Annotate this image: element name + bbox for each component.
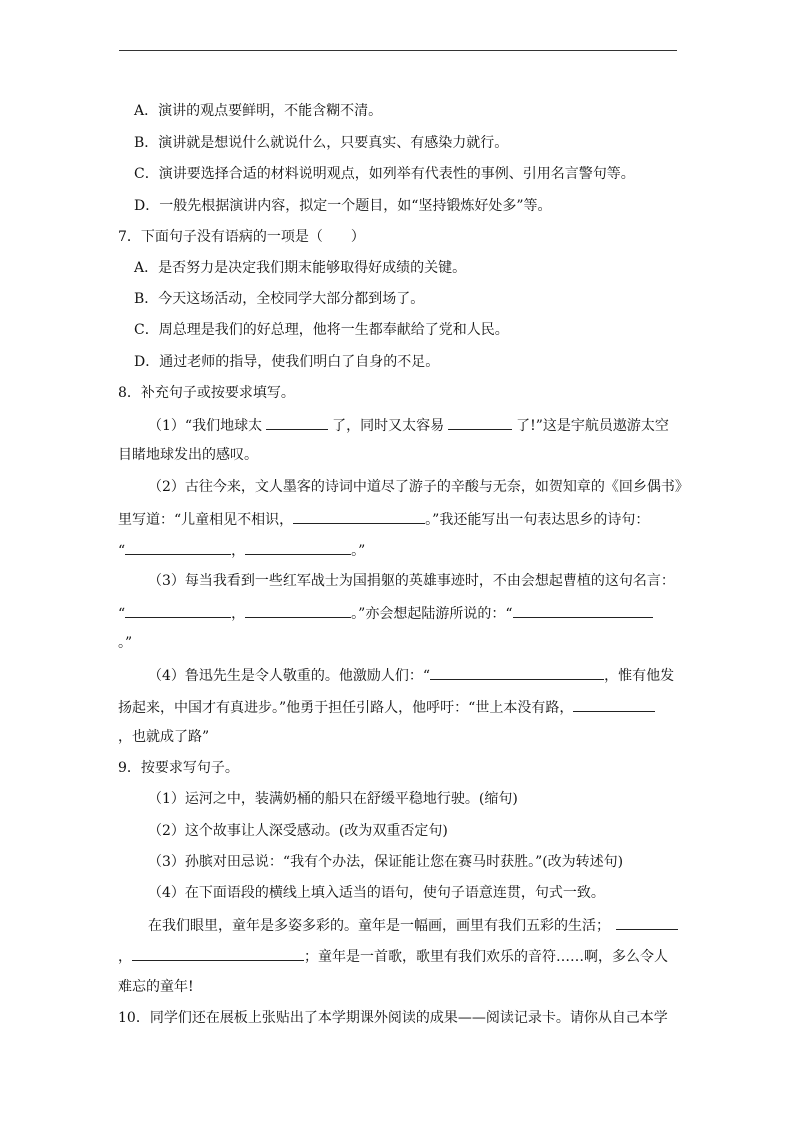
q9-passage-blank-2[interactable] — [132, 945, 304, 961]
q9-stem: 9．按要求写句子。 — [118, 760, 239, 776]
q8-p2-blank-2[interactable] — [125, 539, 231, 555]
q8-p2-text-a: （2）古往今来，文人墨客的诗词中道尽了游子的辛酸与无奈，如贺知章的《回乡偶书》 — [148, 479, 689, 495]
q7-option-a: A．是否努力是决定我们期末能够取得好成绩的关键。 — [134, 260, 467, 276]
q9-item-3: （3）孙膑对田忌说：“我有个办法，保证能让您在赛马时获胜。”(改为转述句) — [148, 854, 624, 870]
q6-option-c: C．演讲要选择合适的材料说明观点，如列举有代表性的事例、引用名言警句等。 — [134, 166, 635, 182]
q8-p4-text-b: ，惟有他发 — [604, 668, 675, 684]
q8-p3-text-a: （3）每当我看到一些红军战士为国捐躯的英雄事迹时，不由会想起曹植的这句名言： — [148, 573, 675, 589]
header-rule — [119, 50, 677, 51]
q8-p1-text-d: 目睹地球发出的感叹。 — [118, 447, 258, 463]
q8-part2-line2 — [118, 508, 649, 528]
q8-p4-blank-1[interactable] — [430, 664, 604, 680]
q7-option-d: D．通过老师的指导，使我们明白了自身的不足。 — [134, 354, 440, 370]
q8-p3-text-d: 。”亦会想起陆游所说的：“ — [351, 606, 513, 622]
q8-p4-text-c: 扬起来，中国才有真进步。”他勇于担任引路人，他呼吁：“世上本没有路， — [118, 700, 574, 716]
q6-option-a: A．演讲的观点要鲜明，不能含糊不清。 — [134, 103, 383, 119]
q9-passage-blank-1[interactable] — [616, 914, 678, 930]
q8-part4-line1 — [148, 664, 674, 684]
q9-item-1: （1）运河之中，装满奶桶的船只在舒缓平稳地行驶。(缩句) — [148, 791, 518, 807]
q7-option-c: C．周总理是我们的好总理，他将一生都奉献给了党和人民。 — [134, 322, 509, 338]
q8-p3-blank-2[interactable] — [245, 602, 351, 618]
q8-p2-blank-3[interactable] — [245, 539, 351, 555]
q8-p1-blank-1[interactable] — [266, 414, 328, 430]
q8-part3-line2 — [118, 602, 653, 622]
q9-item-4: （4）在下面语段的横线上填入适当的语句，使句子语意连贯，句式一致。 — [148, 885, 605, 901]
q8-p4-text-d: ，也就成了路” — [118, 729, 210, 745]
q6-option-d: D．一般先根据演讲内容，拟定一个题目，如“坚持锻炼好处多”等。 — [134, 198, 552, 214]
q8-p3-text-c: ， — [231, 606, 246, 622]
q8-p2-blank-1[interactable] — [293, 508, 425, 524]
q8-p4-blank-2[interactable] — [573, 696, 655, 712]
q8-p2-text-c: 。”我还能写出一句表达思乡的诗句： — [425, 512, 650, 528]
q6-option-b: B．演讲就是想说什么就说什么，只要真实、有感染力就行。 — [134, 135, 509, 151]
q8-part1-line1 — [148, 414, 669, 434]
q10-stem: 10．同学们还在展板上张贴出了本学期课外阅读的成果——阅读记录卡。请你从自己本学 — [118, 1010, 668, 1026]
q8-p1-text-c: 了!”这是宇航员遨游太空 — [516, 418, 669, 434]
q8-p1-text-a: （1）“我们地球太 — [148, 418, 263, 434]
q9-passage-line1 — [148, 914, 678, 934]
q8-p4-text-a: （4）鲁迅先生是令人敬重的。他激励人们：“ — [148, 668, 431, 684]
q8-p2-text-b: 里写道：“儿童相见不相识， — [118, 512, 294, 528]
q8-p3-text-b: “ — [118, 606, 126, 622]
q8-p1-blank-2[interactable] — [448, 414, 512, 430]
q8-stem: 8．补充句子或按要求填写。 — [118, 385, 295, 401]
q9-passage-text-c: ；童年是一首歌，歌里有我们欢乐的音符……啊，多么令人 — [304, 949, 668, 965]
q9-passage-text-b: ， — [118, 949, 132, 965]
q9-passage-text-a: 在我们眼里，童年是多姿多彩的。童年是一幅画，画里有我们五彩的生活； — [148, 918, 610, 934]
q8-part4-line2 — [118, 696, 655, 716]
q8-p3-blank-1[interactable] — [125, 602, 231, 618]
q8-p1-text-b: 了，同时又太容易 — [332, 418, 445, 434]
q8-part2-line3 — [118, 539, 365, 559]
q7-stem: 7．下面句子没有语病的一项是（ ） — [118, 229, 365, 245]
q9-passage-text-d: 难忘的童年! — [118, 979, 194, 995]
q7-option-b: B．今天这场活动，全校同学大部分都到场了。 — [134, 291, 425, 307]
q8-p2-text-e: ， — [231, 543, 246, 559]
q8-p3-text-e: 。” — [118, 635, 133, 651]
q9-passage-line2 — [118, 945, 668, 965]
q8-p2-text-d: “ — [118, 543, 126, 559]
q9-item-2: （2）这个故事让人深受感动。(改为双重否定句) — [148, 823, 448, 839]
q8-p2-text-f: 。” — [351, 543, 366, 559]
q8-p3-blank-3[interactable] — [513, 602, 653, 618]
